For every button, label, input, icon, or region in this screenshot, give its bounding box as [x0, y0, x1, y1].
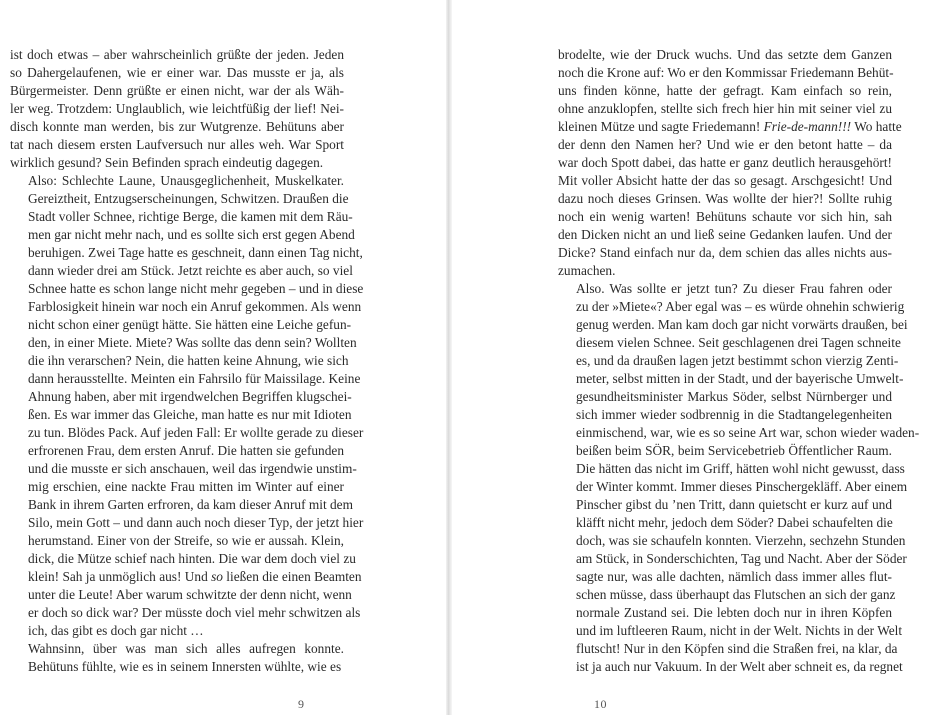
text-line: den, in einer Miete. Miete? Was sollte das denn sein? Wollten [28, 335, 357, 350]
left-page-number: 9 [298, 697, 305, 711]
left-page [0, 0, 446, 715]
text-line: sich immer wieder sodbrennig in die Stadtangelegenheiten [576, 407, 892, 422]
right-page [452, 0, 936, 715]
text-line: Wahnsinn, über was man sich alles aufregen konnte. [28, 641, 344, 656]
paragraph [558, 46, 902, 280]
text-line: herumstand. Einer von der Streife, so wie er aussah. Klein, [28, 533, 344, 548]
left-page-text [10, 46, 364, 676]
text-line: ist doch etwas – aber wahrscheinlich grüßte der jeden. Jeden [10, 47, 344, 62]
text-line: gesundheitsminister Markus Söder, selbst Nürnberger und [576, 389, 892, 404]
text-line: der Winter kommt. Immer dieses Pinschergekläff. Aber einem [576, 479, 908, 494]
text-line: uns finden könne, hatte der gefragt. Kam einfach so rein, [558, 83, 892, 98]
text-line: Also. Was sollte er jetzt tun? Zu dieser Frau fahren oder [576, 281, 892, 296]
text-line: genug werden. Man kam doch gar nicht vorwärts draußen, bei [576, 317, 908, 332]
text-line: doch, was sie schaufeln konnten. Vierzehn, sechzehn Stunden [576, 533, 906, 548]
text-line: zu tun. Blödes Pack. Auf jeden Fall: Er wollte gerade zu dieser [28, 425, 364, 440]
paragraph [558, 280, 920, 676]
text-line: brodelte, wie der Druck wuchs. Und das setzte dem Ganzen [558, 47, 892, 62]
text-line: ßen. Es war immer das Gleiche, man hatte es nur mit Idioten [28, 407, 352, 422]
text-line: den Dicken nicht an und ließ seine Gedanken laufen. Und der [558, 227, 892, 242]
text-line: Gereiztheit, Entzugserscheinungen, Schwitzen. Draußen die [28, 191, 349, 206]
text-line: noch die Krone auf: Wo er den Kommissar Friedemann Behüt- [558, 65, 894, 80]
text-line: beruhigen. Zwei Tage hatte es geschneit, dann einen Tag nicht, [28, 245, 363, 260]
text-line: dazu noch dieses Grinsen. Was wollte der hier?! Sollte ruhig [558, 191, 892, 206]
text-line: war doch Spott dabei, das hatte er ganz deutlich herausgehört! [558, 155, 892, 170]
right-page-number: 10 [594, 697, 607, 711]
text-line: nicht schon einer genügt hätte. Sie hätten eine Leiche gefun- [28, 317, 352, 332]
text-line: unter die Leute! Aber warum schwitzte der denn nicht, wenn [28, 587, 352, 602]
text-line: Die hätten das nicht im Griff, hätten wohl nicht gewusst, dass [576, 461, 905, 476]
text-line: Silo, mein Gott – und dann auch noch dieser Typ, der jetzt hier [28, 515, 364, 530]
text-line: klein! Sah ja unmöglich aus! Und so ließen die einen Beamten [28, 569, 362, 584]
text-line: und die musste er sich anschauen, weil das irgendwie unstim- [28, 461, 357, 476]
text-line: flutscht! Nur in den Köpfen sind die Straßen frei, na klar, da [576, 641, 898, 656]
text-line: erfrorenen Frau, dem ersten Anruf. Die hatten sie gefunden [28, 443, 344, 458]
text-line: beißen beim SÖR, beim Servicebetrieb Öffentlicher Raum. [576, 443, 892, 458]
text-line: Bank in ihrem Garten erfroren, da kam dieser Anruf mit dem [28, 497, 353, 512]
right-page-text [558, 46, 920, 676]
text-line: der denn den Namen her? Und wie er den betont hatte – da [558, 137, 892, 152]
text-line: tat nach diesem ersten Laufversuch nur alles weh. War Sport [10, 137, 344, 152]
text-line: es, und da draußen lagen jetzt bestimmt schon vierzig Zenti- [576, 353, 899, 368]
text-line: wirklich gesund? Sein Befinden sprach eindeutig dagegen. [10, 155, 324, 170]
text-line: Dicke? Stand einfach nur da, dem schien das alles nichts aus- [558, 245, 892, 260]
text-line: noch ein wenig warten! Behütuns schaute vor sich hin, sah [558, 209, 892, 224]
text-line: meter, selbst mitten in der Stadt, und der bayerische Umwelt- [576, 371, 904, 386]
paragraph [10, 46, 344, 172]
text-line: sagte nur, was alle dachten, nämlich dass immer alles flut- [576, 569, 892, 584]
text-line: Schnee hatte es schon lange nicht mehr gegeben – und in diese [28, 281, 364, 296]
text-line: am Stück, in Sonderschichten, Tag und Nacht. Aber der Söder [576, 551, 907, 566]
text-line: einmischend, war, wie es so seine Art war, schon wieder waden- [576, 425, 920, 440]
text-line: Stadt voller Schnee, richtige Berge, die kamen mit dem Räu- [28, 209, 353, 224]
text-line: diesem vielen Schnee. Seit geschlagenen drei Tagen schneite [576, 335, 901, 350]
text-line: ler weg. Trotzdem: Unglaublich, wie leichtfüßig der lief! Nei- [10, 101, 344, 116]
text-line: Farblosigkeit hinein war noch ein Anruf gekommen. Als wenn [28, 299, 362, 314]
text-line: er doch so dick war? Der müsste doch viel mehr schwitzen als [28, 605, 361, 620]
text-line: die ihn verarschen? Nein, die hatten keine Ahnung, wie sich [28, 353, 349, 368]
text-line: dann wieder drei am Stück. Jetzt reichte es aber auch, so viel [28, 263, 353, 278]
text-line: schen müsse, dass überhaupt das Flutschen an sich der ganz [576, 587, 896, 602]
text-line: zu der »Miete«? Aber egal was – es würde ohnehin schwierig [576, 299, 905, 314]
text-line: Behütuns fühlte, wie es in seinem Innersten wühlte, wie es [28, 659, 342, 674]
text-line: kläfft nicht mehr, jedoch dem Söder? Dabei schaufelten die [576, 515, 893, 530]
text-line: Ahnung haben, aber mit irgendwelchen Begriffen klugschei- [28, 389, 352, 404]
text-line: und im luftleeren Raum, nicht in der Welt. Nichts in der Welt [576, 623, 903, 638]
text-line: ohne anzuklopfen, stellte sich frech hier hin mit seiner viel zu [558, 101, 892, 116]
text-line: zumachen. [558, 263, 616, 278]
text-line: Mit voller Absicht hatte der das so gesagt. Arschgesicht! Und [558, 173, 892, 188]
text-line: dick, die Mütze schief nach hinten. Die war dem doch viel zu [28, 551, 356, 566]
text-line: disch konnte man werden, bis zur Wutgrenze. Behütuns aber [10, 119, 344, 134]
paragraph [10, 640, 344, 676]
text-line: dann herausstellte. Meinten ein Fahrsilo für Maissilage. Keine [28, 371, 361, 386]
text-line: Bürgermeister. Denn grüßte er einen nicht, war der als Wäh- [10, 83, 344, 98]
text-line: Also: Schlechte Laune, Unausgeglichenheit, Muskelkater. [28, 173, 344, 188]
text-line: ist ja auch nur Vakuum. In der Welt aber schneit es, da regnet [576, 659, 903, 674]
text-line: kleinen Mütze und sagte Friedemann! Frie-de-mann!!! Wo hatte [558, 119, 902, 134]
text-line: so Dahergelaufenen, wie er einer war. Das musste er ja, als [10, 65, 344, 80]
text-line: mig erschien, eine nackte Frau mitten im Winter auf einer [28, 479, 344, 494]
text-line: ich, das gibt es doch gar nicht … [28, 623, 204, 638]
text-line: Pinscher gibst du ’nen Tritt, dann quietscht er kurz auf und [576, 497, 892, 512]
paragraph [10, 172, 364, 640]
text-line: normale Zustand sei. Die lebten doch nur in ihren Köpfen [576, 605, 892, 620]
text-line: men gar nicht mehr nach, und es sollte sich erst gegen Abend [28, 227, 355, 242]
